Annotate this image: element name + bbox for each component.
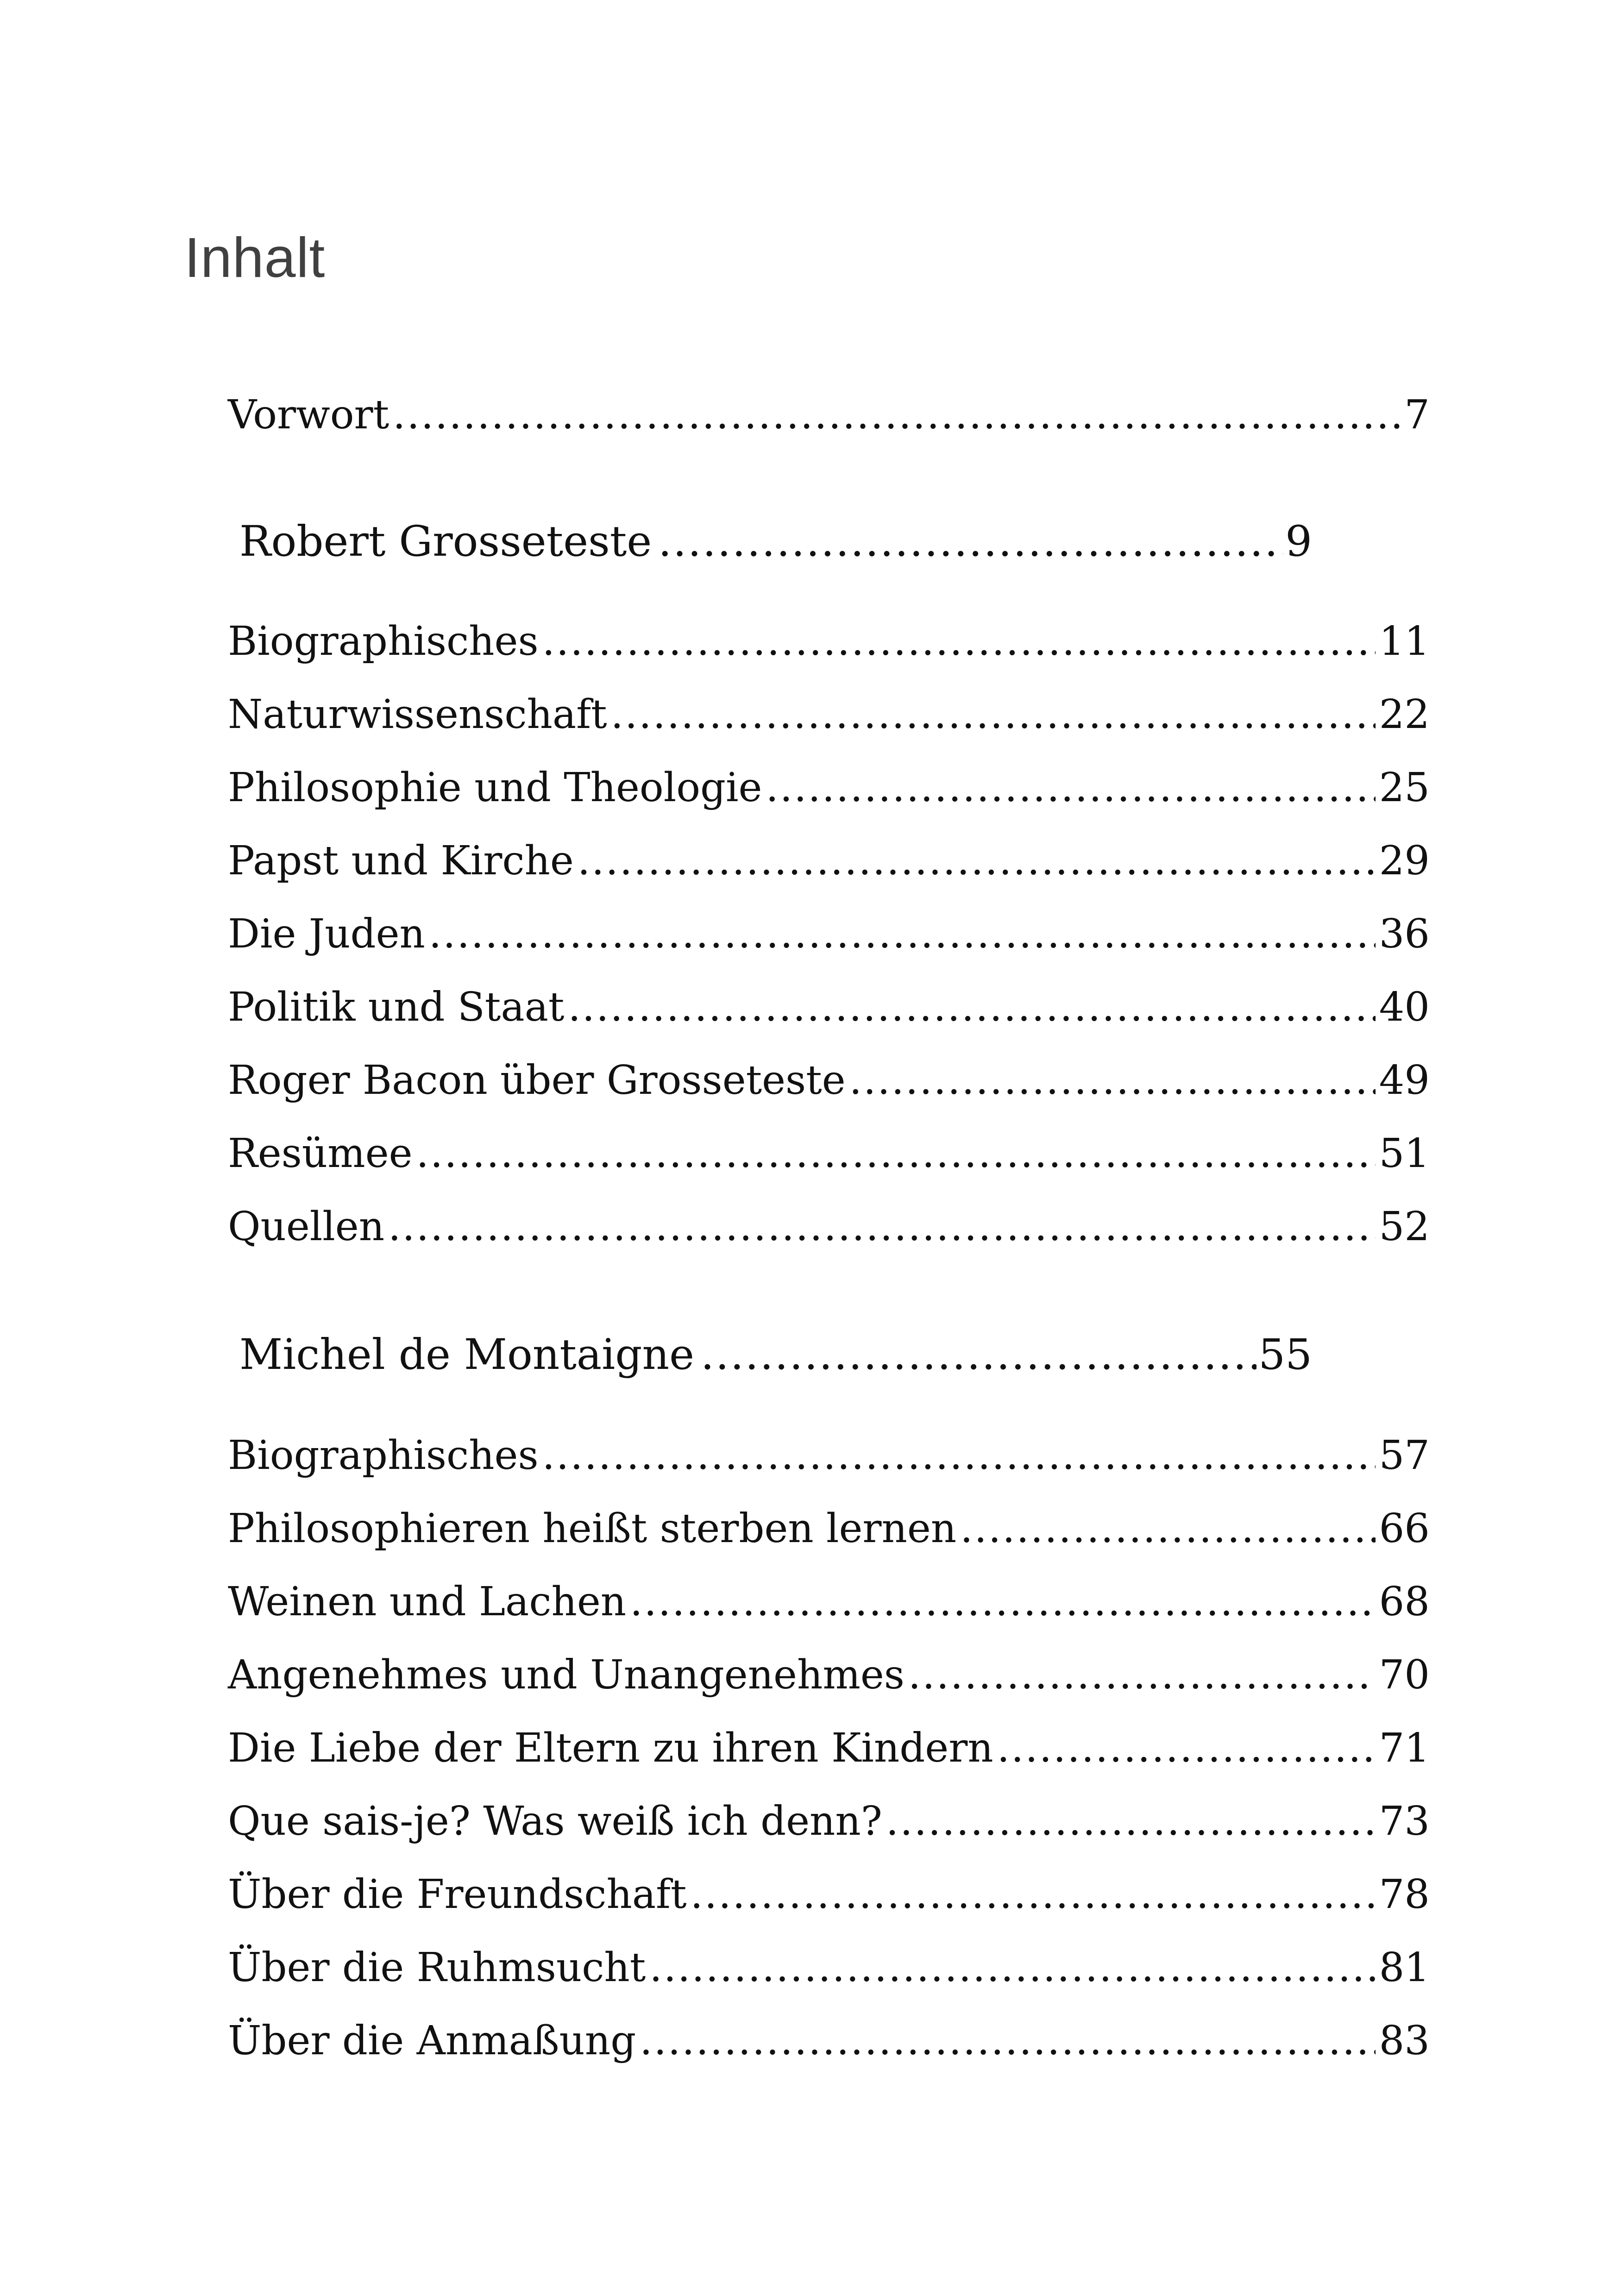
toc-entry-title: Que sais-je? Was weiß ich denn? [228, 1798, 882, 1844]
toc-entry-page: 66 [1379, 1506, 1430, 1552]
toc-entry [228, 691, 1430, 738]
toc-entry-page: 78 [1379, 1871, 1430, 1918]
toc-entry-page: 7 [1404, 392, 1430, 438]
toc-entry-page: 52 [1379, 1204, 1430, 1250]
page-title: Inhalt [184, 226, 326, 289]
toc-entry-title: Politik und Staat [228, 984, 565, 1030]
toc-dot-leader [416, 1134, 1376, 1173]
toc-entry-title: Angenehmes und Unangenehmes [228, 1652, 905, 1698]
toc-dot-leader [997, 1728, 1376, 1768]
toc-section-title: Robert Grosseteste [239, 517, 652, 566]
toc-entry [228, 1432, 1430, 1479]
toc-dot-leader [542, 1436, 1376, 1475]
toc-entry-title: Weinen und Lachen [228, 1579, 627, 1625]
toc-entry [228, 765, 1430, 811]
toc-entry [228, 1204, 1430, 1250]
toc-entry-title: Biographisches [228, 1432, 539, 1479]
toc-entry [228, 1057, 1430, 1104]
toc-entry [228, 1506, 1430, 1552]
toc-dot-leader [388, 1207, 1375, 1247]
toc-entry-page: 71 [1379, 1725, 1430, 1771]
toc-dot-leader [766, 768, 1375, 808]
toc-dot-leader [542, 621, 1376, 661]
toc-entry-page: 36 [1379, 911, 1430, 957]
toc-entry-title: Vorwort [228, 392, 390, 438]
toc-dot-leader [908, 1655, 1376, 1695]
toc-entry-page: 22 [1379, 691, 1430, 738]
toc-section-page: 9 [1285, 517, 1312, 566]
toc-entry-title: Die Juden [228, 911, 425, 957]
toc-dot-leader [701, 1334, 1257, 1376]
toc-entry-page: 70 [1379, 1652, 1430, 1698]
toc-entry [228, 1798, 1430, 1844]
toc-entry-title: Roger Bacon über Grosseteste [228, 1057, 846, 1104]
toc-entry-title: Über die Freundschaft [228, 1871, 687, 1918]
toc-entry [228, 2018, 1430, 2064]
toc-dot-leader [568, 987, 1375, 1027]
toc-dot-leader [429, 914, 1376, 954]
toc-dot-leader [578, 841, 1376, 881]
toc-entry-page: 81 [1379, 1945, 1430, 1991]
toc-entry-title: Biographisches [228, 618, 539, 665]
toc-dot-leader [849, 1060, 1376, 1100]
toc-entry-title: Über die Ruhmsucht [228, 1945, 646, 1991]
toc-entry-page: 73 [1379, 1798, 1430, 1844]
toc-section-title: Michel de Montaigne [239, 1330, 694, 1379]
toc-dot-leader [393, 395, 1401, 435]
toc-entry [228, 1579, 1430, 1625]
toc-entry-title: Philosophieren heißt sterben lernen [228, 1506, 957, 1552]
toc-entry-page: 29 [1379, 838, 1430, 884]
toc-entry [228, 984, 1430, 1030]
toc-entry-page: 40 [1379, 984, 1430, 1030]
toc-entry [228, 1945, 1430, 1991]
toc-entry-page: 83 [1379, 2018, 1430, 2064]
toc-dot-leader [691, 1875, 1376, 1914]
toc-section-page: 55 [1258, 1330, 1312, 1379]
toc-section-heading [239, 1330, 1312, 1379]
toc-entry-title: Naturwissenschaft [228, 691, 607, 738]
toc-entry-page: 57 [1379, 1432, 1430, 1479]
toc-dot-leader [886, 1801, 1376, 1841]
toc-dot-leader [640, 2021, 1375, 2061]
toc-dot-leader [630, 1582, 1375, 1622]
toc-entry-page: 49 [1379, 1057, 1430, 1104]
toc-entry-title: Die Liebe der Eltern zu ihren Kindern [228, 1725, 993, 1771]
toc-entry-page: 51 [1379, 1130, 1430, 1177]
toc-entry [228, 618, 1430, 665]
toc-entry [228, 838, 1430, 884]
toc-dot-leader [960, 1509, 1375, 1549]
toc-entry [228, 1652, 1430, 1698]
toc-entry-page: 68 [1379, 1579, 1430, 1625]
toc-entry [228, 1871, 1430, 1918]
toc-entry [228, 392, 1430, 438]
toc-entry-title: Philosophie und Theologie [228, 765, 762, 811]
toc-entry-title: Quellen [228, 1204, 385, 1250]
toc-entry-title: Papst und Kirche [228, 838, 574, 884]
toc-entry-page: 25 [1379, 765, 1430, 811]
toc-entry [228, 911, 1430, 957]
toc-entry-page: 11 [1379, 618, 1430, 665]
toc-dot-leader [649, 1948, 1375, 1988]
toc-dot-leader [658, 521, 1283, 563]
toc-section-heading [239, 517, 1312, 566]
toc-entry [228, 1130, 1430, 1177]
toc-entry-title: Über die Anmaßung [228, 2018, 636, 2064]
toc-entry [228, 1725, 1430, 1771]
toc-dot-leader [611, 695, 1376, 734]
toc-entry-title: Resümee [228, 1130, 413, 1177]
